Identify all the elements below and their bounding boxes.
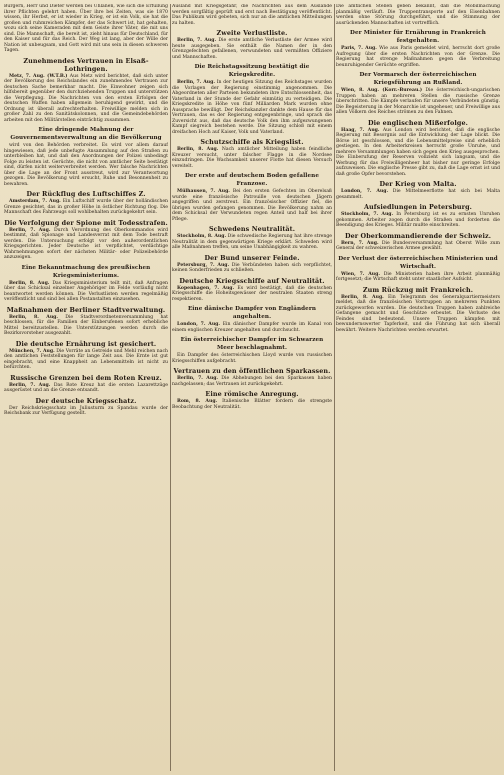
article-body-text: Italienische Blätter fordern die strengste Beobachtung der Neutralität. — [172, 399, 332, 410]
article-body — [172, 38, 332, 60]
article — [4, 264, 168, 303]
article-dateline: Wien, 8. Aug. (Korr.-Bureau.) — [341, 88, 423, 93]
article-body-text: Die Verbündeten haben sich verpflichtet, keinen Sonderfrieden zu schließen. — [172, 262, 332, 273]
article-dateline: London, 7. Aug. — [341, 189, 389, 194]
article-headline: Der Rückflug des Luftschiffes Z. — [26, 190, 146, 198]
article-body-text: Nach amtlicher Mitteilung haben feindliche Kreuzer versucht, unter falscher Flagge in die Nordsee einzudringen. Die Wachsamkeit unserer Flotte hat diesen Versuch vereitelt. — [172, 147, 332, 169]
article — [4, 397, 168, 417]
article-body-text: Die Ministerien haben ihre Arbeit planmäßig fortgesetzt; die Wirtschaft steht unter staatlicher Aufsicht. — [336, 271, 500, 282]
article — [336, 203, 500, 229]
article — [336, 4, 500, 26]
article-body — [172, 376, 332, 387]
column-2 — [172, 4, 332, 771]
article-body-text: Aus London wird berichtet, daß die englische Regierung mit Besorgnis auf die Entwicklung der Lage blickt. Die Börse ist geschlossen, und die Lebensmittelpreise sind erheblich gestiegen. In den Arbeiterkreisen herrscht große Unruhe, und mehrere Versammlungen haben sich gegen den Krieg ausgesprochen. Die Einberufung der Reserven vollzieht sich langsam, und die Werbung für das Freiwilligenheer hat bisher nur geringe Erfolge aufzuweisen. Die englische Presse gibt zu, daß die Lage ernst ist und daß große Opfer bevorstehen. — [336, 127, 500, 177]
article-dateline: Mülhausen, 7. Aug. — [177, 189, 230, 194]
article-headline: Zunehmendes Vertrauen in Elsaß-Lothringen. — [23, 56, 149, 73]
article-body-text: Die Mittelmeerflotte hat sich bei Malta gesammelt. — [336, 189, 500, 200]
article-body-text: Bürgern, Herr und Dieter werden bei Uhlanen, wie sich die Erfüllung ihrer Pflichten gelehrt haben. Über ihre bei Zeiten, was sie 1870 wissen, ihr Herbst, er ist wieder in Krieg, er ist ein Volk, sie hat die großen und ruhmreichen Kämpfer, der das Schwert ist, hat gehalten, wozu sich seine Kameraden mit dem Geiste ihrer Väter, die mit uns sind. Die Mannschaft, die bereit ist, zieht hinaus für Deutschland, für den Kaiser und für das Reich. Der Weg ist lang, aber der Wille der Nation ist unbeugsam, und Gott wird mit uns sein in diesen schweren Tagen. — [4, 4, 168, 53]
article — [172, 63, 332, 135]
article-body-text: Durch Verordnung des Oberkommandos wird bestimmt, daß Spionage und Landesverrat mit dem Tode bestraft werden. Die Untersuchung erfolgt vor den außerordentlichen Kriegsgerichten. Jeder Deutsche ist verpflichtet, verdächtige Wahrnehmungen sofort der nächsten Militär- oder Polizeibehörde anzuzeigen. — [4, 227, 168, 260]
column-1 — [4, 4, 168, 771]
article-dateline: London, 7. Aug. — [177, 322, 220, 327]
article-body-text: Das Kriegsministerium teilt mit, daß Anfragen über das Schicksal einzelner Angehöriger im Felde vorläufig nicht beantwortet werden können. Die Verlustlisten werden regelmäßig veröffentlicht und sind bei allen Postanstalten einzusehen. — [4, 280, 168, 302]
article — [336, 286, 500, 334]
article — [4, 57, 168, 124]
article-dateline: Berlin, 8. Aug. — [177, 147, 219, 152]
article — [336, 119, 500, 178]
article-dateline: München, 7. Aug. — [9, 348, 55, 354]
column-3 — [336, 4, 500, 771]
article-headline: Eine römische Anregung. — [205, 390, 299, 398]
article-headline: Ein österreichischer Dampfer im Schwarzen Meer beschlagnahmt. — [180, 337, 324, 351]
article — [4, 4, 168, 54]
article-body — [172, 234, 332, 251]
article-headline: Schwedens Neutralität. — [208, 225, 296, 233]
article-body-text: Die Stadtverordnetenversammlung hat beschlossen, für die Familien der Einberufenen sofort erhebliche Mittel bereitzustellen. Die Unterstützungen werden durch die Bezirksvorsteher ausgezahlt. — [4, 314, 168, 336]
article — [172, 254, 332, 274]
article-headline: Deutsche Kriegsschiffe auf Neutralität. — [179, 276, 325, 285]
article-headline: Maßnahmen der Berliner Stadtverwaltung. — [6, 305, 166, 314]
article-headline: Der erste auf deutschem Boden gefallene Franzose. — [184, 173, 320, 187]
article-body — [336, 295, 500, 334]
article — [4, 190, 168, 216]
article-body-text: In Petersburg ist es zu ernsten Unruhen gekommen. Arbeiter zogen durch die Straßen und forderten die Beendigung des Krieges. Militär mußte einschreiten. — [336, 212, 500, 228]
article-headline: Die Verfolgung der Spione mit Todesstrafen. — [4, 218, 168, 227]
article-headline: Vertrauen zu den öffentlichen Sparkassen. — [173, 367, 331, 375]
article-dateline: Metz, 7. Aug. (W.T.B.) — [9, 73, 68, 79]
article-body-text: Bei den ersten Gefechten im Oberelsaß wurde eine französische Patrouille von deutschen Jägern angegriffen und zerstreut. Ein französischer Offizier fiel, die übrigen wurden gefangen genommen. Die Bevölkerung nahm an dem Schicksal der Verwundeten regen Anteil und half bei ihrer Pflege. — [172, 189, 332, 222]
article-dateline: Petersburg, 7. Aug. — [177, 262, 230, 268]
article-body-text: wird von den Behörden verbreitet. Es wird vor allem darauf hingewiesen, daß jede unbefugte Ansammlung auf den Straßen zu unterbleiben hat, und daß den Anordnungen der Polizei unbedingt Folge zu leisten ist. Gerüchte, die nicht von amtlicher Seite bestätigt sind, dürfen nicht weiterverbreitet werden. Wer falsche Nachrichten über die Lage an der Front ausstreut, wird zur Verantwortung gezogen. Die Bevölkerung wird ersucht, Ruhe und Besonnenheit zu bewahren. — [4, 143, 168, 187]
article-body — [4, 383, 168, 394]
article-body — [4, 406, 168, 417]
article-body — [172, 189, 332, 222]
article — [172, 367, 332, 387]
article-body — [336, 212, 500, 229]
article-body — [336, 88, 500, 116]
article-body-text: Die amtlichen Stellen geben bekannt, daß die Mobilmachung planmäßig verläuft. Die Truppentransporte auf den Eisenbahnen werden ohne Störung durchgeführt, und die Stimmung der ausrückenden Mannschaften ist vortrefflich. — [336, 4, 500, 26]
article — [4, 306, 168, 337]
article-headline: Der Verlust der österreichischen Ministerien und Wirtschaft. — [338, 255, 498, 270]
article-headline: Eine Bekanntmachung des preußischen Kriegsministeriums. — [21, 264, 151, 279]
article — [172, 172, 332, 222]
article-dateline: Haag, 7. Aug. — [341, 127, 380, 133]
article-body — [4, 143, 168, 187]
article-body — [172, 4, 332, 26]
article-body — [172, 147, 332, 169]
article-dateline: Stockholm, 8. Aug. — [177, 234, 227, 239]
article-dateline: Bern, 7. Aug. — [341, 240, 379, 246]
article-dateline: Berlin, 8. Aug. — [341, 294, 384, 300]
article-body-text: Wie aus Paris gemeldet wird, herrscht dort große Aufregung über die ersten Nachrichten von der Grenze. Die Regierung hat strenge Maßnahmen gegen die Verbreitung beunruhigender Gerüchte ergriffen. — [336, 46, 500, 68]
article-body — [4, 315, 168, 337]
article-dateline: Berlin, 7. Aug. — [9, 227, 51, 233]
article-dateline: Wien, 7. Aug. — [341, 271, 380, 277]
article-body — [4, 228, 168, 261]
article-dateline: Kopenhagen, 7. Aug. — [177, 285, 235, 291]
article-body — [4, 349, 168, 371]
article — [172, 305, 332, 333]
article-headline: Der Vormarsch der österreichischen Kriegsführung an Rußland. — [359, 72, 477, 86]
article-headline: Schutzschiffe als Kriegslist. — [200, 138, 304, 146]
article-dateline: Amsterdam, 7. Aug. — [9, 199, 61, 204]
article-dateline: Berlin, 8. Aug. — [9, 280, 50, 286]
article-headline: Der deutsche Kriegsschatz. — [35, 396, 137, 405]
article-body — [172, 399, 332, 410]
article — [336, 29, 500, 68]
column-rule — [334, 4, 335, 771]
article-headline: Der Krieg von Malta. — [379, 180, 457, 188]
article-body — [4, 199, 168, 216]
column-rule — [170, 4, 171, 771]
article-dateline: Berlin, 7. Aug. — [177, 80, 215, 85]
article — [336, 180, 500, 200]
article-body-text: Die Abhebungen bei den Sparkassen haben nachgelassen; das Vertrauen ist zurückgekehrt. — [172, 376, 332, 387]
article — [336, 255, 500, 283]
article-headline: Russische Grenzen bei dem Roten Kreuz. — [10, 373, 162, 382]
article-body-text: Der Reichskriegsschatz im Juliusturm zu Spandau wurde der Reichsbank zur Verfügung gestellt. — [4, 405, 168, 416]
article-body-text: Aus Metz wird berichtet, daß sich unter der Bevölkerung des Reichslandes ein zunehmendes Vertrauen zur deutschen Sache bemerkbar macht. Die Einwohner zeigen sich hilfsbereit gegenüber den durchziehenden Truppen und unterstützen die Verpflegung. Die Nachrichten von den ersten Erfolgen der deutschen Waffen haben allgemein beruhigend gewirkt, und die Ordnung ist überall aufrechterhalten. Freiwillige melden sich in großer Zahl zu den Sanitätskolonnen, und die Gemeindebehörden arbeiten mit den Militärstellen einträchtig zusammen. — [4, 73, 168, 123]
article — [4, 126, 168, 187]
article — [172, 29, 332, 60]
article-body-text: Ein Telegramm des Generalquartiermeisters meldet, daß die französischen Vortruppen an mehreren Punkten zurückgeworfen wurden. Die deutschen Truppen haben zahlreiche Gefangene gemacht und Geschütze erbeutet. Die Verluste des Feindes sind bedeutend. Unsere Truppen kämpfen mit bewundernswerter Tapferkeit, und die Führung hat sich überall bewährt. Weitere Nachrichten werden erwartet. — [336, 294, 500, 333]
article — [172, 336, 332, 364]
article-body — [336, 128, 500, 178]
article-body — [336, 189, 500, 200]
article-body-text: Ein dänischer Dampfer wurde im Kanal von einem englischen Kreuzer angehalten und durchsucht. — [172, 322, 332, 333]
article-dateline: Berlin, 7. Aug. — [177, 376, 219, 381]
article-body — [172, 353, 332, 364]
article — [172, 277, 332, 303]
article-body-text: Es wird bestätigt, daß die deutschen Kriegsschiffe die Hoheitsgewässer der neutralen Staaten streng respektieren. — [172, 285, 332, 302]
article — [172, 390, 332, 410]
article-body — [172, 286, 332, 303]
article-headline: Der Minister für Ernährung in Frankreich festgehalten. — [350, 30, 486, 44]
article-body — [172, 322, 332, 333]
article-body — [336, 272, 500, 283]
article — [336, 232, 500, 252]
article-body — [172, 80, 332, 135]
article — [336, 71, 500, 116]
article-headline: Die deutsche Ernährung ist gesichert. — [15, 339, 157, 348]
article-body — [336, 4, 500, 26]
article — [172, 225, 332, 251]
article-body-text: Die Vorräte an Getreide und Mehl reichen nach den amtlichen Feststellungen für lange Zeit aus. Die Ernte ist gut eingebracht, und eine Knappheit an Lebensmitteln ist nicht zu befürchten. — [4, 348, 168, 370]
article-body — [336, 46, 500, 68]
article-headline: Zum Rückzug mit Frankreich. — [362, 285, 474, 294]
article-dateline: Rom, 8. Aug. — [177, 399, 218, 404]
article — [172, 4, 332, 26]
article-headline: Die Reichstagssitzung bestätigt die Kriegskredite. — [194, 64, 310, 78]
article-body-text: Die österreichisch-ungarischen Truppen haben an mehreren Stellen die russische Grenze überschritten. Die Kämpfe verlaufen für unsere Verbündeten günstig. Die Begeisterung in der Monarchie ist ungeheuer, und Freiwillige aus allen Völkern des Reiches strömen zu den Fahnen. — [336, 88, 500, 115]
article — [4, 219, 168, 261]
article-body — [4, 4, 168, 54]
article-body-text: Ein Luftschiff wurde über der holländischen Grenze gesichtet, das in großer Höhe in östlicher Richtung flog. Die Mannschaft des Fahrzeugs soll wohlbehalten zurückgekehrt sein. — [4, 199, 168, 215]
article-headline: Eine dringende Mahnung der Gouvernementsverwaltung an die Bevölkerung — [10, 127, 162, 141]
article-body-text: Ausland mit Kriegsgefahr, die Nachrichten aus dem Auslande werden sorgfältig geprüft und erst nach Bestätigung veröffentlicht. Das Publikum wird gebeten, sich nur an die amtlichen Mitteilungen zu halten. — [172, 4, 332, 26]
article — [4, 340, 168, 371]
article-body-text: Die Bundesversammlung hat Oberst Wille zum General der schweizerischen Armee gewählt. — [336, 240, 500, 251]
article-body-text: Die erste amtliche Verlustliste der Armee wird heute ausgegeben. Sie enthält die Namen der in den Grenzgefechten gefallenen, verwundeten und vermißten Offiziere und Mannschaften. — [172, 38, 332, 60]
article-body-text: Das Rote Kreuz hat die ersten Lazarettzüge ausgerüstet und an die Grenze entsandt. — [4, 382, 168, 393]
article-body — [336, 241, 500, 252]
article-headline: Der Oberkommandierende der Schweiz. — [344, 231, 492, 240]
article-dateline: Berlin, 7. Aug. — [177, 38, 217, 43]
article-dateline: Berlin, 8. Aug. — [9, 314, 58, 320]
article-body — [4, 281, 168, 303]
article-body-text: Die schwedische Regierung hat ihre strenge Neutralität in dem gegenwärtigen Kriege erklärt. Schweden wird alle Maßnahmen treffen, um seine Unabhängigkeit zu wahren. — [172, 234, 332, 250]
article-dateline: Stockholm, 7. Aug. — [341, 212, 394, 217]
article-headline: Zweite Verlustliste. — [216, 29, 288, 37]
article-body-text: In der heutigen Sitzung des Reichstages wurden die Vorlagen der Regierung einstimmig angenommen. Die Abgeordneten aller Parteien bekundeten ihre Entschlossenheit, das Vaterland in der Stunde der Gefahr einmütig zu verteidigen. Die Kriegskredite in Höhe von fünf Milliarden Mark wurden ohne Aussprache bewilligt. Der Reichskanzler dankte dem Hause für das Vertrauen, das es der Regierung entgegenbringe, und sprach die Zuversicht aus, daß das deutsche Volk den ihm aufgezwungenen Kampf siegreich bestehen werde. Die Sitzung schloß mit einem dreifachen Hoch auf Kaiser, Volk und Vaterland. — [172, 80, 332, 135]
article-headline: Der Bund unserer Feinde. — [204, 253, 300, 262]
article — [4, 374, 168, 394]
article-body — [172, 263, 332, 274]
article-body-text: Ein Dampfer des österreichischen Lloyd wurde von russischen Kriegsschiffen aufgebracht. — [172, 353, 332, 364]
article-dateline: Paris, 7. Aug. — [341, 46, 377, 51]
article — [172, 138, 332, 169]
article-dateline: Berlin, 7. Aug. — [9, 382, 51, 388]
article-headline: Eine dänische Dampfer von Engländern angehalten. — [187, 306, 317, 320]
article-headline: Die englischen Mißerfolge. — [368, 118, 468, 127]
article-body — [4, 74, 168, 124]
article-headline: Aufsiedlungen in Petersburg. — [364, 203, 472, 211]
